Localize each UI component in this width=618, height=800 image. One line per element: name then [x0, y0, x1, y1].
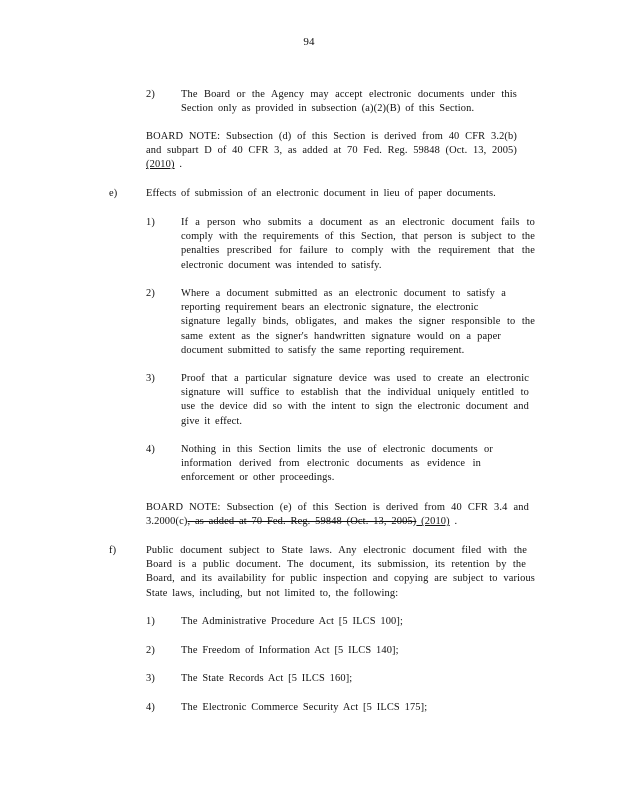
text-line — [146, 158, 517, 172]
item-label: 2) — [146, 288, 155, 299]
text-line: Effects of submission of an electronic document in lieu of paper documents. — [146, 188, 496, 199]
amended-text: (2010) — [416, 516, 450, 528]
section-e-heading — [146, 187, 496, 201]
item-label: 3) — [146, 373, 155, 384]
act-item — [181, 701, 427, 715]
text-line: Public document subject to State laws. Any electronic document filed with the — [146, 545, 527, 556]
act-item — [181, 672, 352, 686]
section-f-text — [146, 544, 535, 601]
text-line: Section only as provided in subsection (a)(2)(B) of this Section. — [181, 103, 475, 115]
item-label: 1) — [146, 616, 155, 627]
item-label: 4) — [146, 702, 155, 713]
item-label: 2) — [146, 89, 155, 100]
item-label: 3) — [146, 673, 155, 684]
text-line: Where a document submitted as an electronic document to satisfy a — [181, 288, 506, 299]
text-line: The Administrative Procedure Act [5 ILCS 100]; — [181, 616, 404, 627]
item-text-e4 — [181, 443, 493, 486]
text-line: Nothing in this Section limits the use of electronic documents or — [181, 444, 493, 455]
item-text-e1 — [181, 216, 535, 273]
text-line: reporting requirement bears an electronic signature, the electronic — [181, 302, 479, 314]
text-line: and subpart D of 40 CFR 3, as added at 70 Fed. Reg. 59848 (Oct. 13, 2005) — [146, 145, 517, 157]
item-text-e2 — [181, 287, 535, 358]
text-line: information derived from electronic documents as evidence in — [181, 458, 481, 470]
text-line: If a person who submits a document as an electronic document fails to — [181, 217, 535, 228]
text-line: document submitted to satisfy the same reporting requirement. — [181, 344, 465, 356]
item-label: 2) — [146, 645, 155, 656]
text-line: signature will suffice to establish that the individual uniquely entitled to — [181, 387, 529, 399]
text-fragment: 3.2000(c) — [146, 516, 188, 528]
text-line: The Board or the Agency may accept electronic documents under this — [181, 89, 517, 100]
text-line: penalties prescribed for failure to comply with the requirement that the — [181, 245, 535, 257]
text-line: signature legally binds, obligates, and makes the signer responsible to the — [181, 316, 535, 328]
text-line: BOARD NOTE: Subsection (d) of this Section is derived from 40 CFR 3.2(b) — [146, 131, 517, 142]
page-number: 94 — [303, 36, 315, 48]
item-label: 1) — [146, 217, 155, 228]
act-item — [181, 615, 403, 629]
text-line: Proof that a particular signature device was used to create an electronic — [181, 373, 529, 384]
text-line: State laws, including, but not limited to, the following: — [146, 587, 399, 599]
section-label-e: e) — [109, 188, 118, 199]
section-label-f: f) — [109, 545, 117, 556]
text-line: Board is a public document. The document, its submission, its retention by the — [146, 559, 526, 571]
text-fragment: . — [179, 159, 183, 171]
item-label: 4) — [146, 444, 155, 455]
text-line — [146, 515, 529, 529]
act-item — [181, 644, 399, 658]
struck-text: , as added at 70 Fed. Reg. 59848 (Oct. 13, 2005) — [187, 516, 417, 528]
text-line: use the device did so with the intent to sign the electronic document and — [181, 401, 529, 413]
text-line: give it effect. — [181, 415, 243, 427]
text-line: electronic document was intended to satisfy. — [181, 259, 382, 271]
text-line: comply with the requirements of this Section, that person is subject to the — [181, 231, 535, 243]
text-fragment: . — [454, 516, 458, 528]
board-note-e — [146, 501, 529, 529]
text-line: The Freedom of Information Act [5 ILCS 140]; — [181, 645, 399, 656]
item-text-e3 — [181, 372, 529, 429]
text-line: same extent as the signer's handwritten signature would on a paper — [181, 330, 501, 342]
text-line: The Electronic Commerce Security Act [5 ILCS 175]; — [181, 702, 428, 713]
text-line: enforcement or other proceedings. — [181, 472, 335, 484]
text-line: BOARD NOTE: Subsection (e) of this Section is derived from 40 CFR 3.4 and — [146, 502, 529, 513]
text-line: Board, and its availability for public inspection and copying are subject to various — [146, 573, 535, 585]
text-line: The State Records Act [5 ILCS 160]; — [181, 673, 353, 684]
board-note-d — [146, 130, 517, 173]
item-text-2-top — [181, 88, 517, 116]
amended-text: (2010) — [146, 159, 175, 171]
